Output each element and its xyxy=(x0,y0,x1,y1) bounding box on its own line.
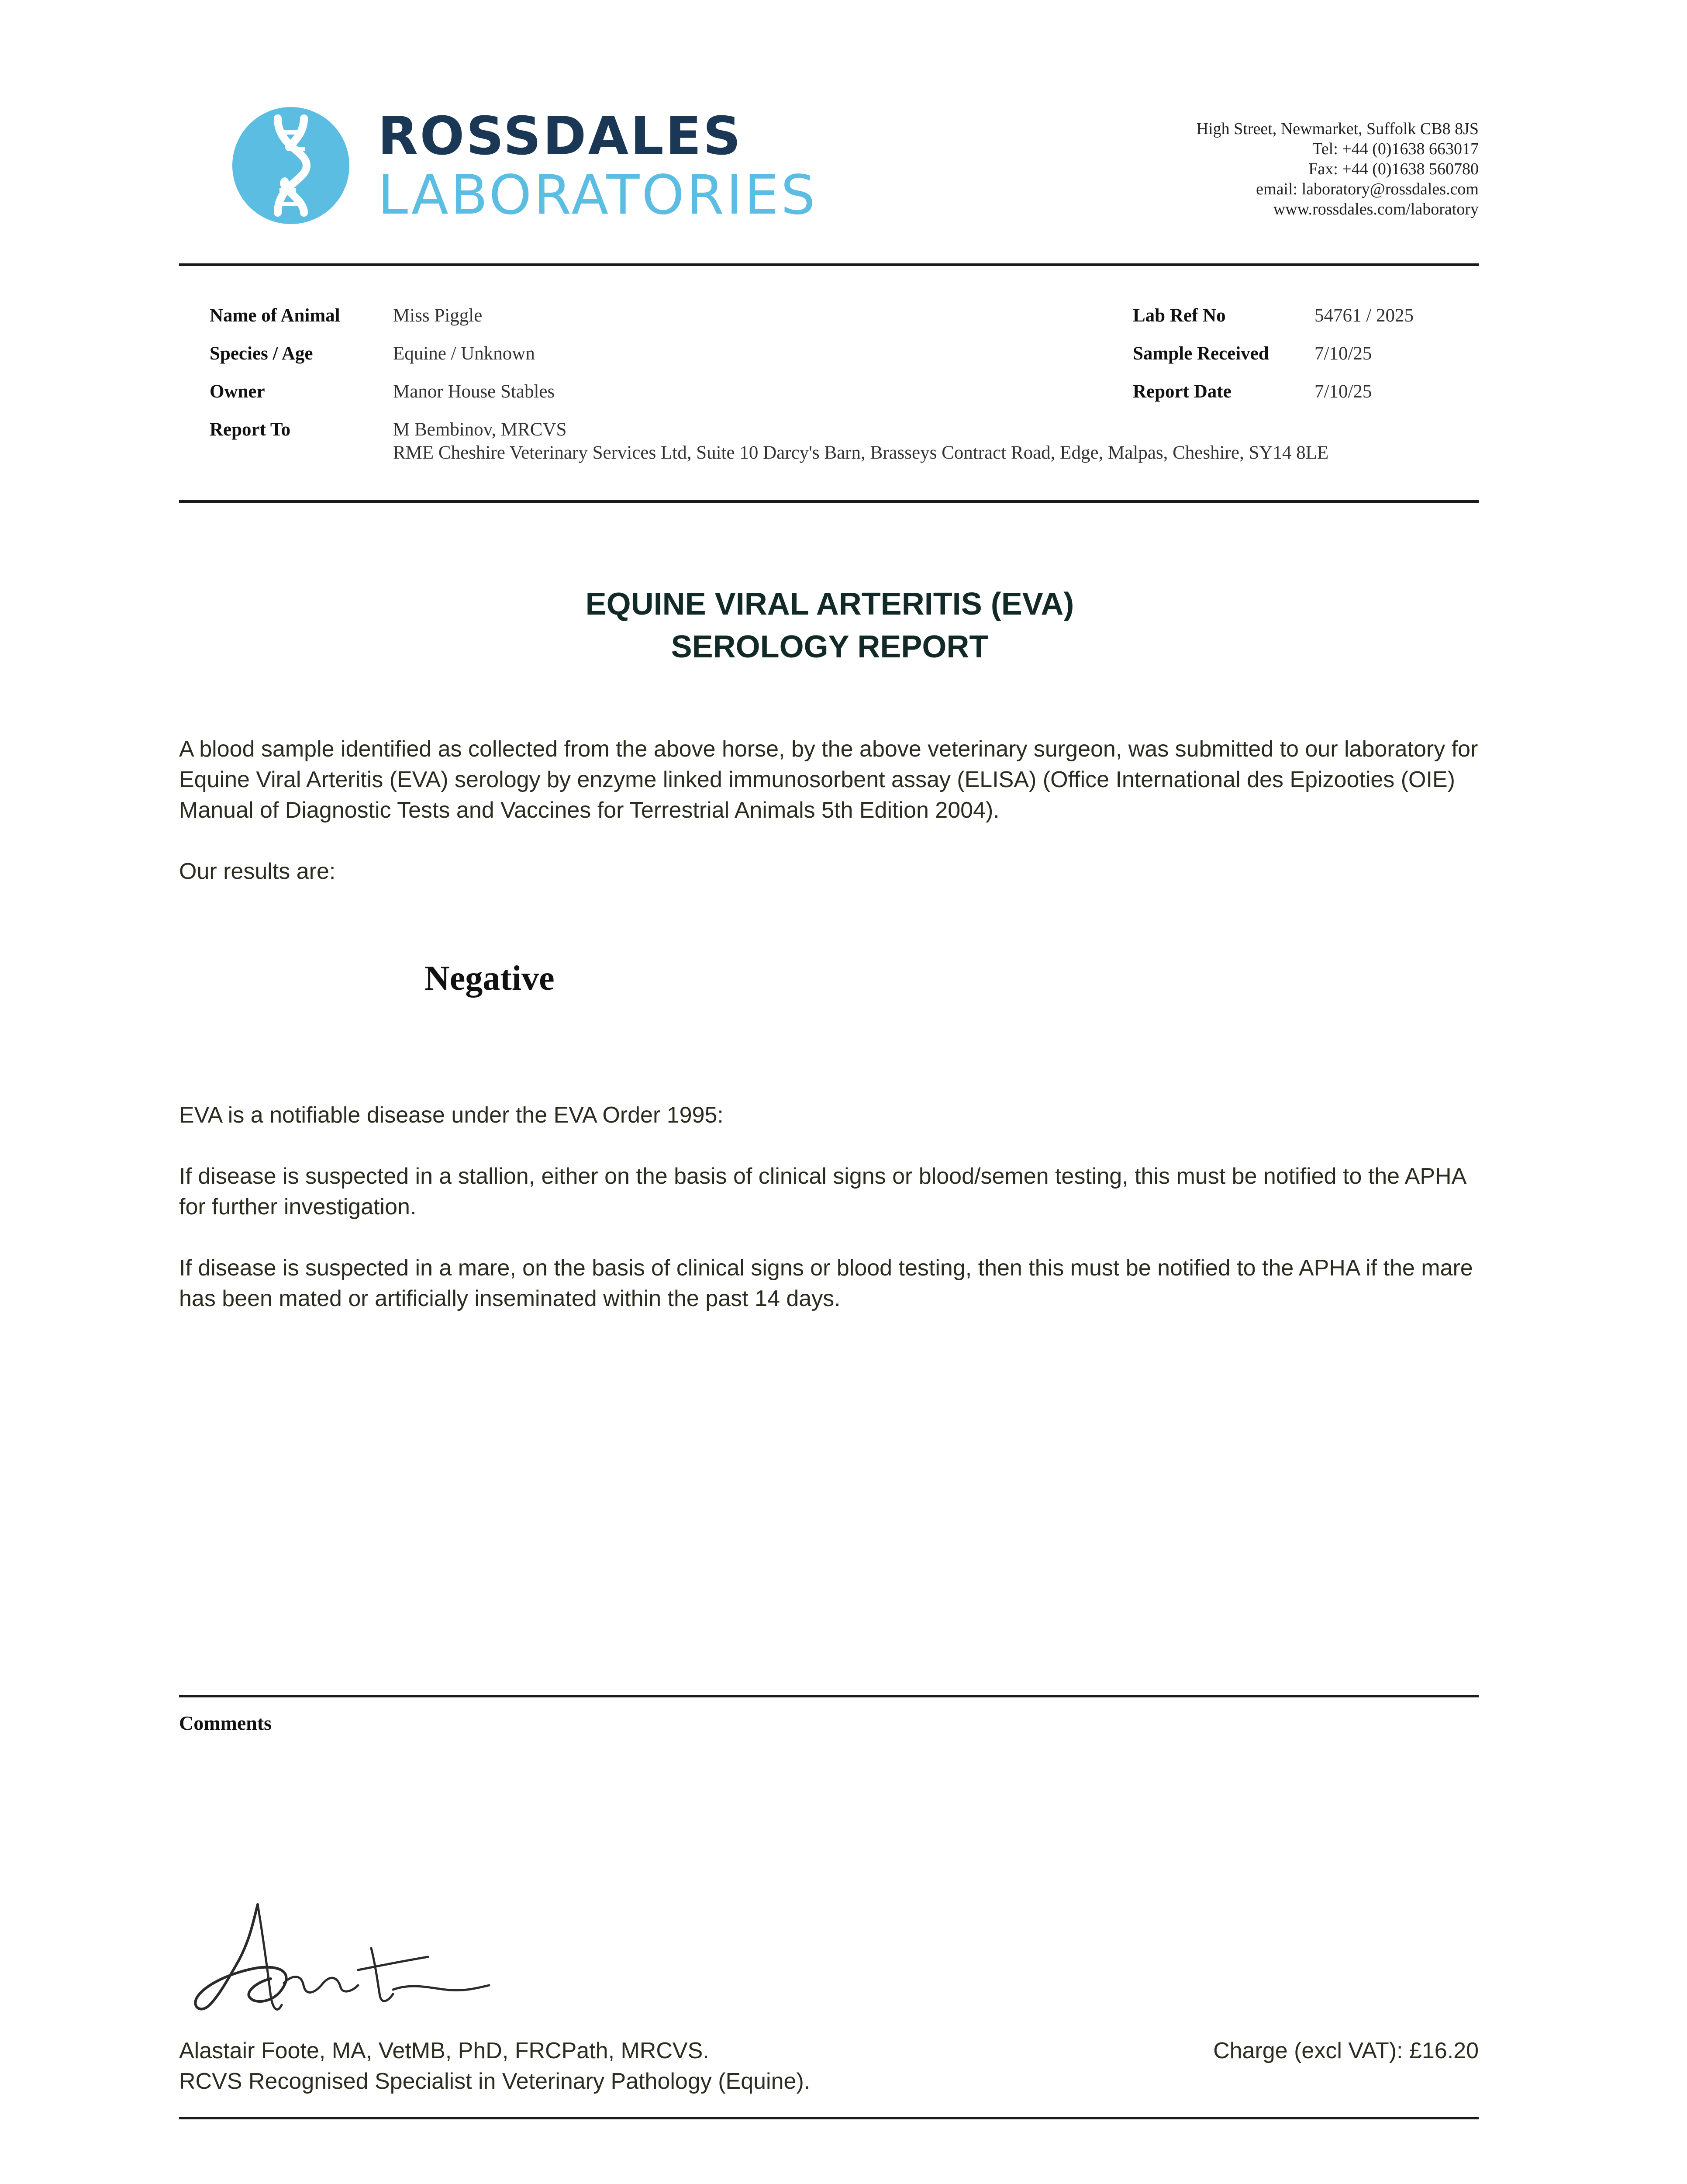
website-link[interactable]: www.rossdales.com/laboratory xyxy=(1273,200,1479,218)
email-link[interactable]: email: laboratory@rossdales.com xyxy=(1256,180,1479,198)
sample-received-value: 7/10/25 xyxy=(1314,343,1372,364)
results-intro: Our results are: xyxy=(179,859,336,884)
lab-ref-label: Lab Ref No xyxy=(1133,305,1226,326)
footer-divider xyxy=(179,2117,1479,2119)
mare-paragraph: If disease is suspected in a mare, on the basis of clinical signs or blood testing, then this must be notified to the APHA if the mare has been mated or artificially inseminated within the past 14 days. xyxy=(179,1255,1473,1311)
signatory-title: RCVS Recognised Specialist in Veterinary Pathology (Equine). xyxy=(179,2069,811,2094)
test-result: Negative xyxy=(424,959,555,998)
dna-logo-icon xyxy=(232,107,349,224)
species-age-value: Equine / Unknown xyxy=(393,343,535,364)
report-date-label: Report Date xyxy=(1133,381,1232,402)
report-title-line-2: SEROLOGY REPORT xyxy=(671,629,989,664)
lab-address-block xyxy=(1197,119,1479,219)
header-divider xyxy=(179,263,1479,266)
details-divider xyxy=(179,500,1479,503)
intro-paragraph: A blood sample identified as collected from the above horse, by the above veterinary surgeon, was submitted to our laboratory for Equine Viral Arteritis (EVA) serology by enzyme linked immunosorbent assay (ELISA) (Office International des Epizooties (OIE) Manual of Diagnostic Tests and Vaccines for Terrestrial Animals 5th Edition 2004). xyxy=(179,736,1478,823)
phone-line: Tel: +44 (0)1638 663017 xyxy=(1312,140,1479,158)
notifiable-paragraph: EVA is a notifiable disease under the EVA Order 1995: xyxy=(179,1102,724,1128)
species-age-label: Species / Age xyxy=(210,343,313,364)
address-line: High Street, Newmarket, Suffolk CB8 8JS xyxy=(1196,120,1479,138)
signatory-name: Alastair Foote, MA, VetMB, PhD, FRCPath, MRCVS. xyxy=(179,2038,709,2063)
report-title-line-1: EQUINE VIRAL ARTERITIS (EVA) xyxy=(585,587,1074,622)
stallion-paragraph: If disease is suspected in a stallion, either on the basis of clinical signs or blood/semen testing, this must be notified to the APHA for further investigation. xyxy=(179,1164,1466,1220)
logo-wordmark-line-1: ROSSDALES xyxy=(378,106,743,167)
name-of-animal-value: Miss Piggle xyxy=(393,305,483,326)
logo-wordmark-line-2: LABORATORIES xyxy=(378,164,818,227)
charge-amount: Charge (excl VAT): £16.20 xyxy=(1213,2038,1479,2063)
comments-divider xyxy=(179,1695,1479,1697)
report-to-label: Report To xyxy=(210,419,291,440)
owner-label: Owner xyxy=(210,381,265,402)
report-to-name: M Bembinov, MRCVS xyxy=(393,419,567,440)
fax-line: Fax: +44 (0)1638 560780 xyxy=(1308,160,1479,178)
owner-value: Manor House Stables xyxy=(393,381,555,402)
lab-ref-value: 54761 / 2025 xyxy=(1314,305,1414,326)
name-of-animal-label: Name of Animal xyxy=(210,305,340,326)
signature-image xyxy=(183,1896,515,2027)
report-to-address: RME Cheshire Veterinary Services Ltd, Suite 10 Darcy's Barn, Brasseys Contract Road, Edge, Malpas, Cheshire, SY14 8LE xyxy=(393,442,1329,463)
sample-received-label: Sample Received xyxy=(1133,343,1269,364)
comments-label: Comments xyxy=(179,1712,272,1734)
report-date-value: 7/10/25 xyxy=(1314,381,1372,402)
